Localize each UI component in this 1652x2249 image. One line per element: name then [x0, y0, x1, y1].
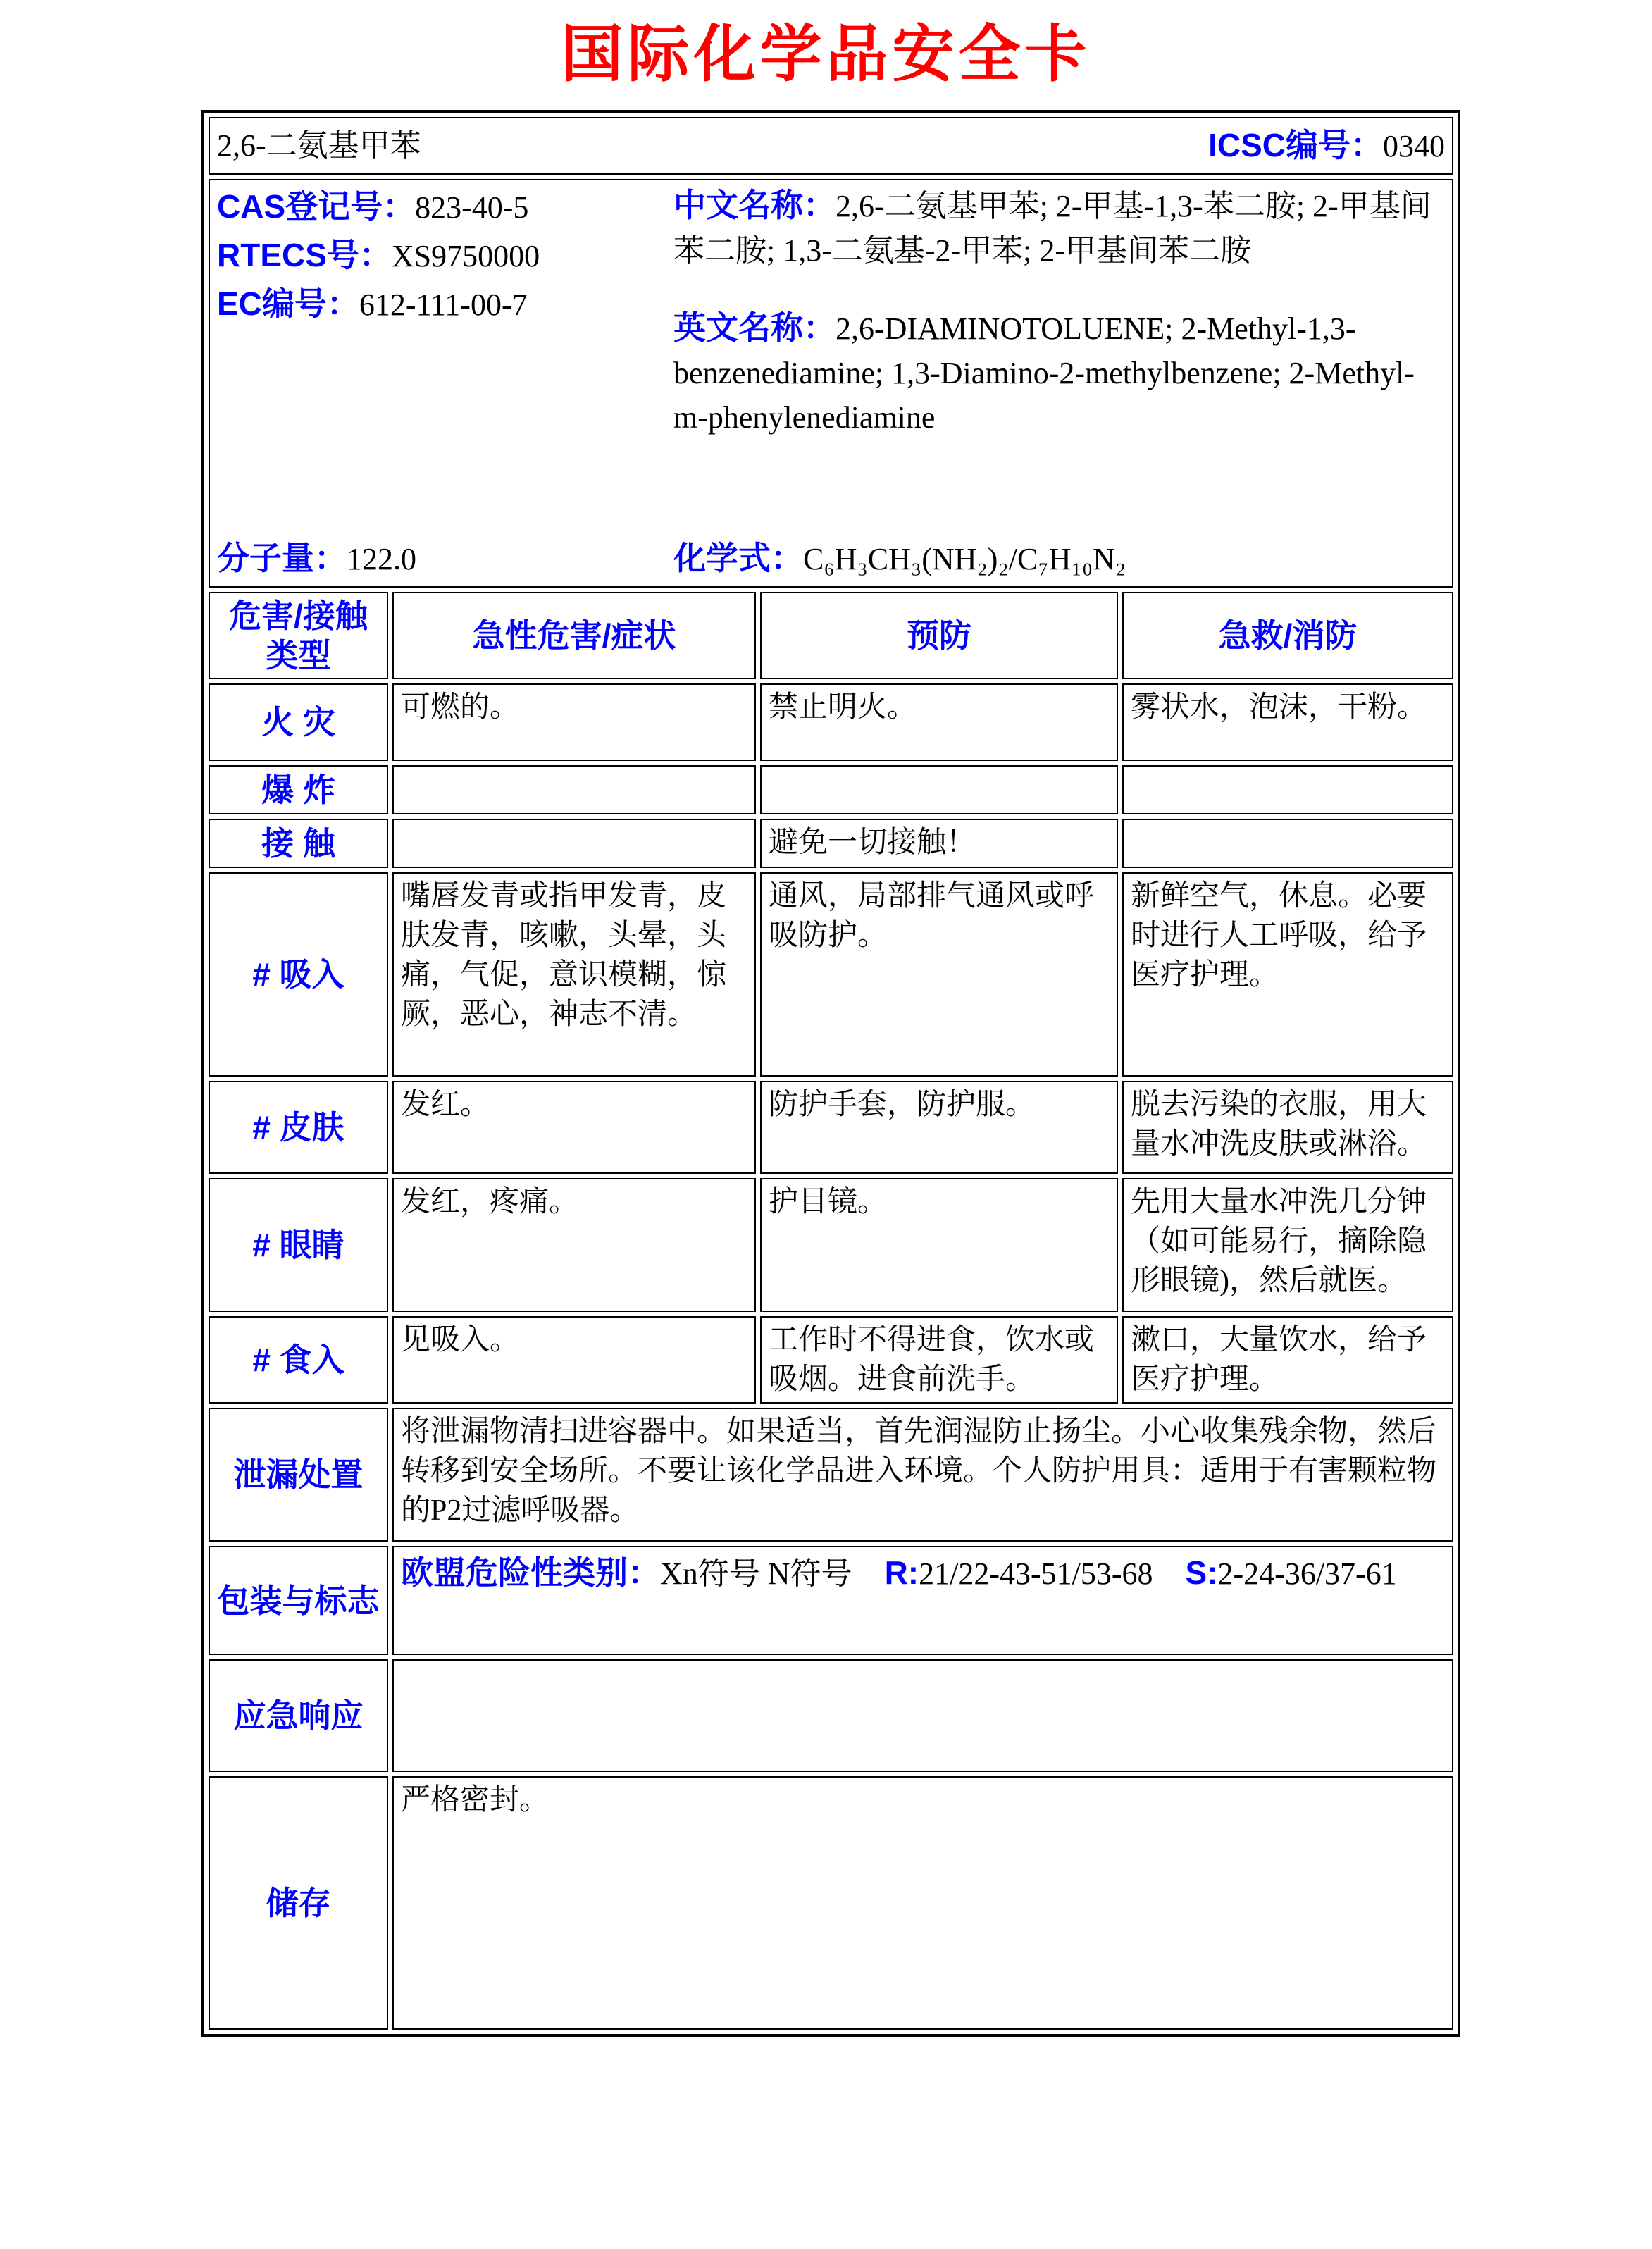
rtecs-number-value: XS9750000 — [391, 239, 540, 273]
contact-first-aid-cell — [1122, 819, 1453, 868]
row-label-spill-disposal: 泄漏处置 — [209, 1408, 388, 1542]
packaging-content — [392, 1546, 1453, 1655]
row-label-ingestion: # 食入 — [209, 1316, 388, 1404]
emergency-response-content — [392, 1659, 1453, 1772]
table-row-ingestion — [209, 1316, 1453, 1404]
storage-content: 严格密封。 — [392, 1776, 1453, 2030]
table-row-contact — [209, 819, 1453, 868]
column-header-prevention: 预防 — [760, 592, 1118, 679]
table-row-explosion — [209, 765, 1453, 814]
contact-symptom-cell — [392, 819, 756, 868]
skin-symptom-cell: 发红。 — [392, 1081, 756, 1174]
english-names-value: 2,6-DIAMINOTOLUENE; 2-Methyl-1,3-benzenediamine; 1,3-Diamino-2-methylbenzene; 2-Methyl-m-phenylenediamine — [673, 311, 1415, 435]
r-phrases-value: 21/22-43-51/53-68 — [919, 1556, 1153, 1591]
ec-number-value: 612-111-00-7 — [359, 287, 528, 322]
r-phrases-label: R: — [884, 1554, 919, 1591]
ec-number-line — [217, 280, 673, 329]
rtecs-number-line — [217, 232, 673, 280]
icsc-number-value: 0340 — [1383, 128, 1445, 163]
molecular-weight-value: 122.0 — [347, 542, 416, 576]
column-header-first-aid: 急救/消防 — [1122, 592, 1453, 679]
table-row-packaging — [209, 1546, 1453, 1655]
table-row-headers — [209, 592, 1453, 679]
molecular-weight-line — [217, 535, 673, 583]
skin-prevention-cell: 防护手套，防护服。 — [760, 1081, 1118, 1174]
safety-card-table — [201, 110, 1460, 2037]
s-phrases-value: 2-24-36/37-61 — [1217, 1556, 1397, 1591]
row-label-contact: 接 触 — [209, 819, 388, 868]
ingestion-first-aid-cell: 漱口，大量饮水，给予医疗护理。 — [1122, 1316, 1453, 1404]
english-names — [673, 306, 1445, 440]
identity-left-column — [217, 183, 673, 583]
table-row-emergency-response — [209, 1659, 1453, 1772]
row-label-inhalation: # 吸入 — [209, 872, 388, 1077]
chinese-names — [673, 183, 1445, 273]
cas-number-label: CAS登记号： — [217, 188, 416, 225]
column-header-symptoms: 急性危害/症状 — [392, 592, 756, 679]
eyes-first-aid-cell: 先用大量水冲洗几分钟（如可能易行，摘除隐形眼镜)，然后就医。 — [1122, 1178, 1453, 1312]
table-row-skin — [209, 1081, 1453, 1174]
chemical-formula-value: C₆H₃CH₃(NH₂)₂/C₇H₁₀N₂ — [803, 542, 1126, 576]
table-row-identity — [209, 179, 1453, 588]
row-label-eyes: # 眼睛 — [209, 1178, 388, 1312]
ingestion-symptom-cell: 见吸入。 — [392, 1316, 756, 1404]
chinese-names-label: 中文名称： — [673, 187, 836, 223]
skin-first-aid-cell: 脱去污染的衣服，用大量水冲洗皮肤或淋浴。 — [1122, 1081, 1453, 1174]
row-label-fire: 火 灾 — [209, 683, 388, 761]
table-row-inhalation — [209, 872, 1453, 1077]
eu-hazard-class-label: 欧盟危险性类别： — [401, 1554, 660, 1591]
column-header-hazard-type: 危害/接触类型 — [209, 592, 388, 679]
contact-prevention-cell: 避免一切接触！ — [760, 819, 1118, 868]
identity-cell — [209, 179, 1453, 588]
fire-first-aid-cell: 雾状水，泡沫，干粉。 — [1122, 683, 1453, 761]
icsc-number — [1208, 125, 1445, 167]
row-label-packaging: 包装与标志 — [209, 1546, 388, 1655]
spill-disposal-content: 将泄漏物清扫进容器中。如果适当，首先润湿防止扬尘。小心收集残余物，然后转移到安全场所。不要让该化学品进入环境。个人防护用具：适用于有害颗粒物的P2过滤呼吸器。 — [392, 1408, 1453, 1542]
page-title: 国际化学品安全卡 — [561, 19, 1091, 89]
fire-symptom-cell: 可燃的。 — [392, 683, 756, 761]
eu-hazard-class-value: Xn符号 N符号 — [660, 1556, 852, 1591]
row-label-emergency-response: 应急响应 — [209, 1659, 388, 1772]
table-row-spill-disposal — [209, 1408, 1453, 1542]
explosion-prevention-cell — [760, 765, 1118, 814]
row-label-explosion: 爆 炸 — [209, 765, 388, 814]
table-row-eyes — [209, 1178, 1453, 1312]
icsc-number-label: ICSC编号： — [1208, 126, 1383, 163]
row-label-skin: # 皮肤 — [209, 1081, 388, 1174]
chemical-formula-line — [673, 535, 1445, 583]
chinese-names-value: 2,6-二氨基甲苯; 2-甲基-1,3-苯二胺; 2-甲基间苯二胺; 1,3-二氨基-2-甲苯; 2-甲基间苯二胺 — [673, 189, 1431, 268]
cas-number-line — [217, 183, 673, 232]
inhalation-symptom-cell: 嘴唇发青或指甲发青，皮肤发青，咳嗽，头晕，头痛，气促，意识模糊，惊厥，恶心，神志不清。 — [392, 872, 756, 1077]
table-row-storage — [209, 1776, 1453, 2030]
cas-number-value: 823-40-5 — [415, 190, 529, 225]
english-names-label: 英文名称： — [673, 309, 836, 346]
chemical-formula-label: 化学式： — [673, 540, 803, 576]
row-label-storage: 储存 — [209, 1776, 388, 2030]
inhalation-prevention-cell: 通风，局部排气通风或呼吸防护。 — [760, 872, 1118, 1077]
eyes-symptom-cell: 发红，疼痛。 — [392, 1178, 756, 1312]
eyes-prevention-cell: 护目镜。 — [760, 1178, 1118, 1312]
chemical-name: 2,6-二氨基甲苯 — [217, 128, 421, 163]
ingestion-prevention-cell: 工作时不得进食，饮水或吸烟。进食前洗手。 — [760, 1316, 1118, 1404]
table-row-fire — [209, 683, 1453, 761]
ec-number-label: EC编号： — [217, 285, 359, 322]
identity-right-column — [673, 183, 1445, 583]
explosion-first-aid-cell — [1122, 765, 1453, 814]
inhalation-first-aid-cell: 新鲜空气，休息。必要时进行人工呼吸，给予医疗护理。 — [1122, 872, 1453, 1077]
rtecs-number-label: RTECS号： — [217, 237, 392, 273]
fire-prevention-cell: 禁止明火。 — [760, 683, 1118, 761]
explosion-symptom-cell — [392, 765, 756, 814]
table-row-name — [209, 117, 1453, 175]
name-cell — [209, 117, 1453, 175]
s-phrases-label: S: — [1185, 1554, 1218, 1591]
molecular-weight-label: 分子量： — [217, 540, 347, 576]
